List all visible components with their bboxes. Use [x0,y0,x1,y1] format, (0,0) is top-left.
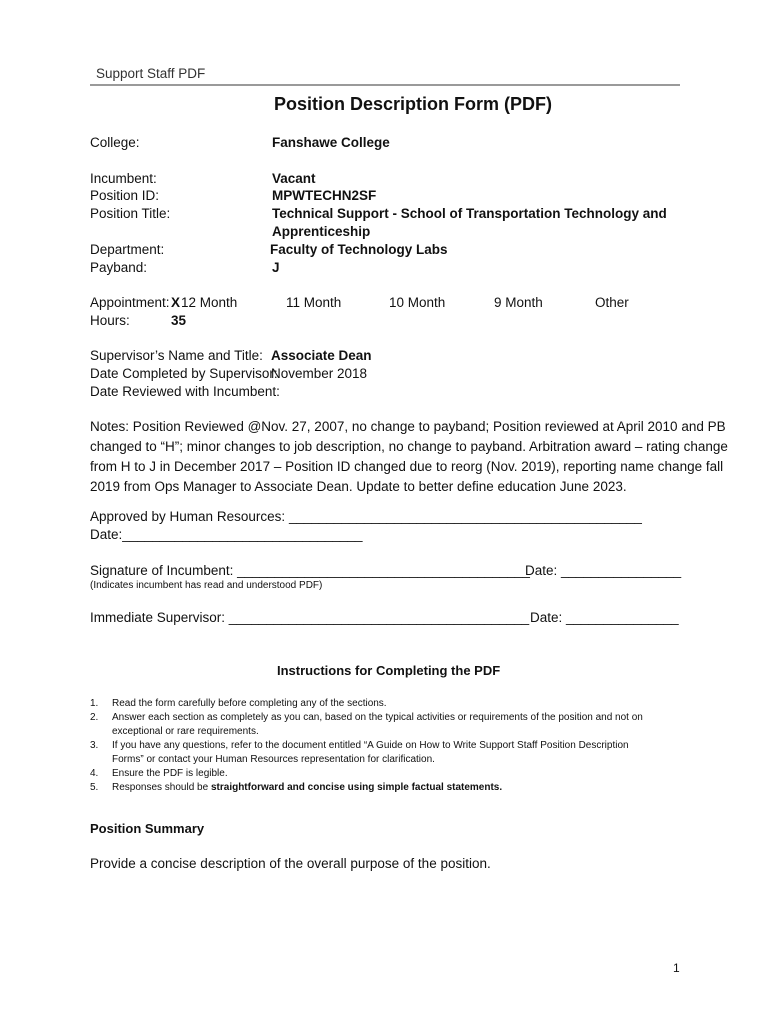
list-text: Ensure the PDF is legible. [112,768,228,779]
hours-value: 35 [171,313,187,328]
list-text-continued: Forms” or contact your Human Resources representation for clarification. [112,754,435,765]
incumbent-label: Incumbent: [90,171,157,186]
appointment-option-other: Other [595,295,629,310]
hr-approval-line: _______________________________________________ [289,509,642,524]
approval-date-line: Date:________________________________ [90,527,363,542]
position-title-value-line2: Apprenticeship [272,224,371,239]
list-item [90,739,670,767]
list-text: Answer each section as completely as you can, based on the typical activities or requirements of the position and not on [112,712,643,723]
supervisor-signature-line: Immediate Supervisor: ________________________________________ [90,610,530,625]
date-completed-label: Date Completed by Supervisor: [90,366,278,381]
position-id-value: MPWTECHN2SF [272,188,377,203]
incumbent-signature-date: Date: ________________ [525,563,682,578]
list-text-bold: straightforward and concise using simple factual statements. [210,782,503,793]
list-item [90,711,670,739]
list-item [90,697,670,711]
appointment-option-10-month: 10 Month [389,295,446,310]
payband-label: Payband: [90,260,148,275]
list-item [90,781,670,795]
list-number: 4. [90,768,99,779]
list-text-continued: exceptional or rare requirements. [112,726,259,737]
position-title-label: Position Title: [90,206,171,221]
page-title: Position Description Form (PDF) [274,94,553,114]
notes-paragraph [90,417,728,497]
page-number: 1 [673,961,680,975]
incumbent-signature-line: Signature of Incumbent: _______________________________________ [90,563,530,578]
list-text: Responses should be [112,782,211,793]
instructions-list [90,697,670,795]
college-value: Fanshawe College [272,135,390,150]
document-header: Support Staff PDF [96,66,206,81]
notes-line: from H to J in December 2017 – Position ID changed due to reorg (Nov. 2019), reporting name change fall [90,459,724,474]
date-completed-value: November 2018 [271,366,368,381]
incumbent-signature-note: (Indicates incumbent has read and understood PDF) [90,580,323,591]
supervisor-signature-date: Date: _______________ [530,610,679,625]
instructions-heading: Instructions for Completing the PDF [277,663,501,678]
appointment-selected-mark: X [171,295,181,310]
appointment-option-11-month: 11 Month [286,295,342,310]
supervisor-name-label: Supervisor’s Name and Title: [90,348,263,363]
appointment-option-9-month: 9 Month [494,295,543,310]
payband-value: J [272,260,280,275]
department-value: Faculty of Technology Labs [270,242,448,257]
notes-line: changed to “H”; minor changes to job description, no change to payband. Arbitration award – rating change [90,439,728,454]
department-label: Department: [90,242,165,257]
list-number: 1. [90,698,99,709]
position-title-value-line1: Technical Support - School of Transportation Technology and [272,206,667,221]
list-number: 2. [90,712,99,723]
list-item [90,767,670,781]
position-id-label: Position ID: [90,188,160,203]
hours-label: Hours: [90,313,130,328]
list-text: If you have any questions, refer to the document entitled “A Guide on How to Write Support Staff Position Description [112,740,629,751]
list-text: Read the form carefully before completing any of the sections. [112,698,387,709]
notes-line: Notes: Position Reviewed @Nov. 27, 2007, no change to payband; Position reviewed at April 2010 and PB [90,419,726,434]
appointment-option-12-month: 12 Month [181,295,238,310]
incumbent-value: Vacant [272,171,316,186]
notes-line: 2019 from Ops Manager to Associate Dean. Update to better define education June 2023. [90,479,627,494]
date-reviewed-label: Date Reviewed with Incumbent: [90,384,280,399]
hr-approval-label: Approved by Human Resources: [90,509,286,524]
list-number: 3. [90,740,99,751]
summary-heading: Position Summary [90,821,205,836]
summary-text: Provide a concise description of the overall purpose of the position. [90,856,491,871]
list-number: 5. [90,782,99,793]
college-label: College: [90,135,140,150]
supervisor-name-value: Associate Dean [271,348,372,363]
header-divider [90,84,680,86]
appointment-label: Appointment: [90,295,170,310]
